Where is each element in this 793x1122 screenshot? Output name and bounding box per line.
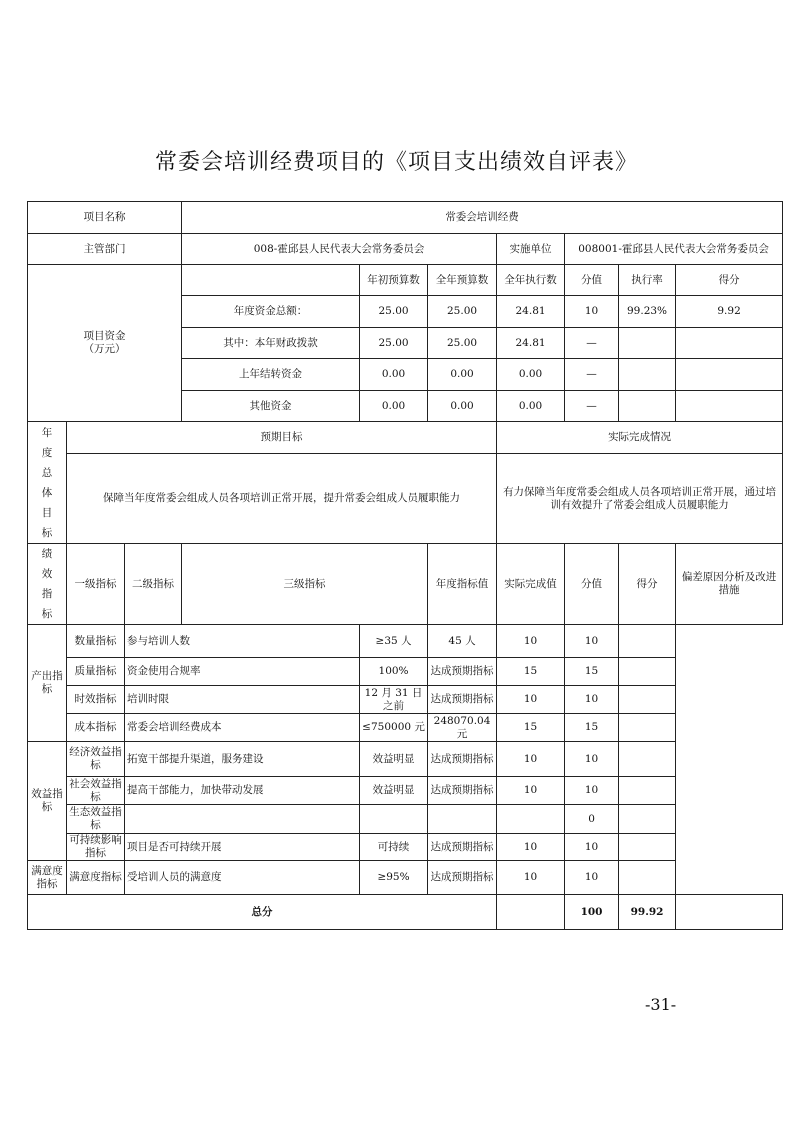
- total-row: [28, 895, 783, 930]
- perf-level2: 社会效益指标: [67, 777, 125, 805]
- impl-value: 008001-霍邱县人民代表大会常务委员会: [565, 234, 783, 265]
- funds-cell: 25.00: [360, 296, 428, 328]
- funds-cell: 0.00: [360, 391, 428, 422]
- perf-header: 分值: [565, 544, 619, 625]
- department-row: [28, 234, 783, 265]
- perf-level2: 满意度指标: [67, 861, 125, 895]
- perf-level3: 参与培训人数: [125, 625, 360, 658]
- perf-actual: 达成预期指标: [428, 777, 497, 805]
- funds-header-blank: [182, 265, 360, 296]
- funds-header: 全年预算数: [428, 265, 497, 296]
- funds-cell: [676, 328, 783, 359]
- perf-level2: 时效指标: [67, 686, 125, 714]
- perf-level2: 成本指标: [67, 714, 125, 742]
- funds-cell: [619, 328, 676, 359]
- funds-cell: —: [565, 359, 619, 391]
- perf-row: [28, 658, 783, 686]
- funds-header: 得分: [676, 265, 783, 296]
- goals-label: 年度总体目标: [28, 422, 67, 544]
- perf-score: 10: [497, 834, 565, 861]
- perf-actual: 达成预期指标: [428, 686, 497, 714]
- perf-actual: 达成预期指标: [428, 742, 497, 777]
- perf-score: 10: [497, 861, 565, 895]
- funds-label: [28, 265, 182, 422]
- perf-level3: 受培训人员的满意度: [125, 861, 360, 895]
- perf-header: 得分: [619, 544, 676, 625]
- funds-cell: 0.00: [428, 359, 497, 391]
- perf-level3: 资金使用合规率: [125, 658, 360, 686]
- perf-level2: 可持续影响指标: [67, 834, 125, 861]
- perf-header: 三级指标: [182, 544, 428, 625]
- funds-cell: 99.23%: [619, 296, 676, 328]
- perf-header: 一级指标: [67, 544, 125, 625]
- perf-header-row: [28, 544, 783, 625]
- perf-level3: 提高干部能力，加快带动发展: [125, 777, 360, 805]
- perf-note: [619, 658, 676, 686]
- perf-level1: 满意度指标: [28, 861, 67, 895]
- self-evaluation-table: [27, 201, 783, 930]
- perf-note: [619, 861, 676, 895]
- perf-row: [28, 714, 783, 742]
- perf-score: 10: [497, 742, 565, 777]
- funds-row-label: 其他资金: [182, 391, 360, 422]
- funds-cell: 0.00: [428, 391, 497, 422]
- perf-target: 效益明显: [360, 742, 428, 777]
- perf-target: 效益明显: [360, 777, 428, 805]
- funds-label-line1: 项目资金: [83, 330, 126, 342]
- perf-score: 15: [497, 714, 565, 742]
- funds-cell: [619, 359, 676, 391]
- funds-cell: [676, 359, 783, 391]
- perf-got: 10: [565, 861, 619, 895]
- perf-note: [619, 742, 676, 777]
- funds-header: 年初预算数: [360, 265, 428, 296]
- perf-level3: [125, 805, 360, 834]
- actual-goal: 有力保障当年度常委会组成人员各项培训正常开展，通过培训有效提升了常委会组成人员履职能力: [497, 454, 783, 544]
- project-name-row: [28, 202, 783, 234]
- perf-label: 绩效指标: [28, 544, 67, 625]
- perf-note: [619, 777, 676, 805]
- perf-note: [619, 714, 676, 742]
- dept-value: 008-霍邱县人民代表大会常务委员会: [182, 234, 497, 265]
- project-name-label: 项目名称: [28, 202, 182, 234]
- perf-level3: 常委会培训经费成本: [125, 714, 360, 742]
- funds-row-label: 其中：本年财政拨款: [182, 328, 360, 359]
- funds-cell: 0.00: [360, 359, 428, 391]
- perf-level1: 产出指标: [28, 625, 67, 742]
- perf-note: [619, 805, 676, 834]
- perf-level2: 数量指标: [67, 625, 125, 658]
- impl-label: 实施单位: [497, 234, 565, 265]
- perf-target: 可持续: [360, 834, 428, 861]
- funds-cell: 9.92: [676, 296, 783, 328]
- funds-header: 分值: [565, 265, 619, 296]
- perf-score: 15: [497, 658, 565, 686]
- perf-got: 0: [565, 805, 619, 834]
- funds-header-row: [28, 265, 783, 296]
- funds-cell: 0.00: [497, 359, 565, 391]
- perf-target: 100%: [360, 658, 428, 686]
- perf-score: 10: [497, 777, 565, 805]
- perf-score: [497, 805, 565, 834]
- perf-target: ≤750000 元: [360, 714, 428, 742]
- total-blank: [497, 895, 565, 930]
- perf-got: 10: [565, 742, 619, 777]
- perf-got: 10: [565, 625, 619, 658]
- perf-note: [619, 686, 676, 714]
- total-label: 总分: [28, 895, 497, 930]
- funds-row-label: 年度资金总额：: [182, 296, 360, 328]
- perf-actual: 45 人: [428, 625, 497, 658]
- funds-cell: —: [565, 391, 619, 422]
- funds-cell: 25.00: [360, 328, 428, 359]
- perf-row: [28, 805, 783, 834]
- perf-got: 10: [565, 686, 619, 714]
- perf-actual: [428, 805, 497, 834]
- perf-row: [28, 625, 783, 658]
- funds-cell: 24.81: [497, 296, 565, 328]
- perf-got: 10: [565, 777, 619, 805]
- perf-level2: 生态效益指标: [67, 805, 125, 834]
- perf-header: 实际完成值: [497, 544, 565, 625]
- perf-note: [619, 625, 676, 658]
- funds-label-line2: （万元）: [83, 343, 126, 355]
- funds-header: 全年执行数: [497, 265, 565, 296]
- perf-target: 12 月 31 日之前: [360, 686, 428, 714]
- goals-header-row: [28, 422, 783, 454]
- document-title: 常委会培训经费项目的《项目支出绩效自评表》: [154, 150, 638, 175]
- funds-cell: [676, 391, 783, 422]
- perf-actual: 达成预期指标: [428, 658, 497, 686]
- perf-target: [360, 805, 428, 834]
- perf-score: 10: [497, 625, 565, 658]
- funds-cell: [619, 391, 676, 422]
- expected-goal-header: 预期目标: [67, 422, 497, 454]
- perf-actual: 达成预期指标: [428, 834, 497, 861]
- goals-row: [28, 454, 783, 544]
- perf-row: [28, 861, 783, 895]
- funds-cell: 24.81: [497, 328, 565, 359]
- funds-header: 执行率: [619, 265, 676, 296]
- funds-cell: —: [565, 328, 619, 359]
- perf-actual: 248070.04元: [428, 714, 497, 742]
- perf-got: 10: [565, 834, 619, 861]
- perf-got: 15: [565, 714, 619, 742]
- dept-label: 主管部门: [28, 234, 182, 265]
- funds-cell: 25.00: [428, 296, 497, 328]
- perf-actual: 达成预期指标: [428, 861, 497, 895]
- project-name-value: 常委会培训经费: [182, 202, 783, 234]
- perf-level2: 质量指标: [67, 658, 125, 686]
- perf-target: ≥95%: [360, 861, 428, 895]
- funds-cell: 0.00: [497, 391, 565, 422]
- perf-header: 年度指标值: [428, 544, 497, 625]
- total-note: [676, 895, 783, 930]
- perf-note: [619, 834, 676, 861]
- funds-row-label: 上年结转资金: [182, 359, 360, 391]
- perf-row: [28, 834, 783, 861]
- total-score: 100: [565, 895, 619, 930]
- perf-target: ≥35 人: [360, 625, 428, 658]
- page-number: -31-: [645, 995, 677, 1014]
- perf-row: [28, 686, 783, 714]
- funds-cell: 25.00: [428, 328, 497, 359]
- perf-level1: 效益指标: [28, 742, 67, 861]
- perf-level3: 培训时限: [125, 686, 360, 714]
- funds-cell: 10: [565, 296, 619, 328]
- perf-score: 10: [497, 686, 565, 714]
- expected-goal: 保障当年度常委会组成人员各项培训正常开展，提升常委会组成人员履职能力: [67, 454, 497, 544]
- actual-goal-header: 实际完成情况: [497, 422, 783, 454]
- perf-row: [28, 777, 783, 805]
- perf-header: 偏差原因分析及改进措施: [676, 544, 783, 625]
- perf-row: [28, 742, 783, 777]
- perf-got: 15: [565, 658, 619, 686]
- perf-level3: 拓宽干部提升渠道，服务建设: [125, 742, 360, 777]
- total-got: 99.92: [619, 895, 676, 930]
- perf-level2: 经济效益指标: [67, 742, 125, 777]
- perf-level3: 项目是否可持续开展: [125, 834, 360, 861]
- perf-header: 二级指标: [125, 544, 182, 625]
